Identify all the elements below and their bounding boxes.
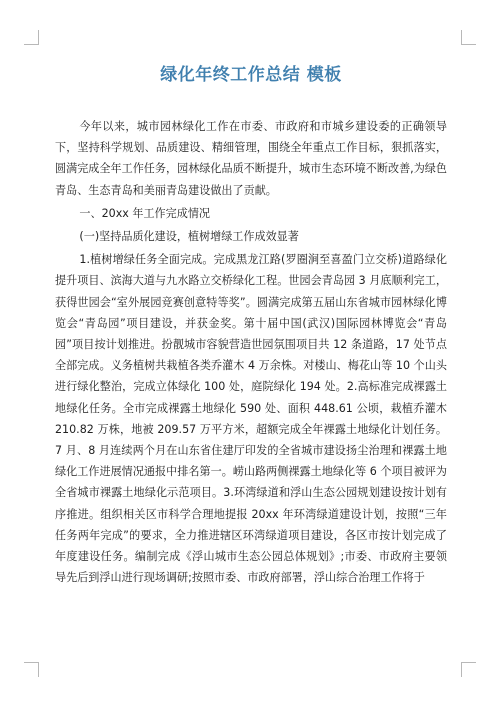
body-paragraph: 1.植树增绿任务全面完成。完成黑龙江路(罗圈涧至喜盈门立交桥)道路绿化提升项目、滨海大道与九水路立交桥绿化工程。世园会青岛园 3 月底顺利完工，获得世园会“室外展园竞赛创意特等奖”。圆满完成第五届山东省城市园林绿化博览会“青岛园”项目建设，并获金奖。第十届中国(武汉)国际园林博览会“青岛园”项目按计划推进。扮靓城市容貌营造世园氛围项目共 12 条道路，17 处节点全部完成。义务植树共栽植各类乔灌木 4 万余株。对楼山、梅花山等 10 个山头进行绿化整治，完成立体绿化 100 处，庭院绿化 194 处。2.高标准完成裸露土地绿化任务。全市完成裸露土地绿化 590 处、面积 448.61 公顷，栽植乔灌木 210.82 万株，地被 209.57 万平方米，超额完成全年裸露土地绿化计划任务。7 月、8 月连续两个月在山东省住建厅印发的全省城市建设扬尘治理和裸露土地绿化工作进展情况通报中排名第一。崂山路两侧裸露土地绿化等 6 个项目被评为全省城市裸露土地绿化示范项目。3.环湾绿道和浮山生态公园规划建设按计划有序推进。组织相关区市科学合理地提报 20xx 年环湾绿道建设计划，按照“三年任务两年完成”的要求，全力推进辖区环湾绿道项目建设，各区市按计划完成了年度建设任务。编制完成《浮山城市生态公园总体规划》;市委、市政府主要领导先后到浮山进行现场调研;按照市委、市政府部署，浮山综合治理工作将于 xyxy=(55,253,447,585)
section-heading: 一、20xx 年工作完成情况 xyxy=(79,206,211,220)
intro-paragraph: 今年以来，城市园林绿化工作在市委、市政府和市城乡建设委的正确领导下，坚持科学规划、品质建设、精细管理，围绕全年重点工作目标，狠抓落实，圆满完成全年工作任务，园林绿化品质不断提升，城市生态环境不断改善,为绿色青岛、生态青岛和美丽青岛建设做出了贡献。 xyxy=(55,120,447,197)
crop-mark-top-left xyxy=(24,30,39,45)
document-page xyxy=(55,63,447,588)
crop-mark-top-right xyxy=(461,30,476,45)
crop-mark-bottom-left xyxy=(24,662,39,677)
document-title: 绿化年终工作总结 模板 xyxy=(160,65,342,85)
subsection-heading: (一)坚持品质化建设，植树增绿工作成效显著 xyxy=(79,230,299,244)
crop-mark-bottom-right xyxy=(461,662,476,677)
